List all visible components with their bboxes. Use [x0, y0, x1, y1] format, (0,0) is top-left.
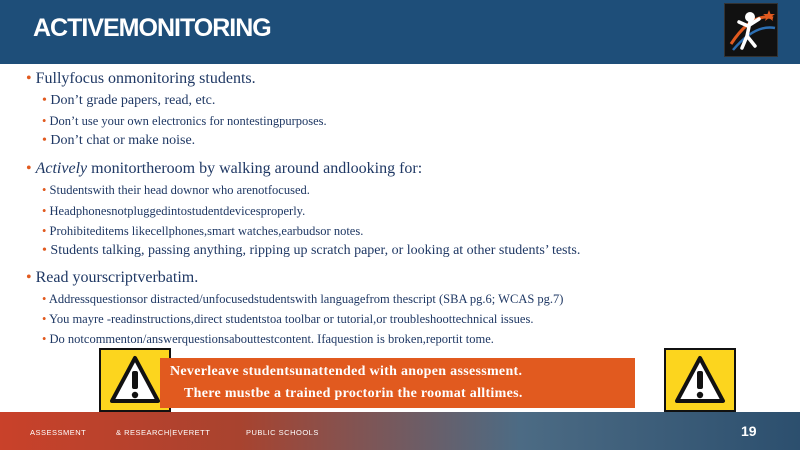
sub-bullet-text: Students talking, passing anything, ripping up scratch paper, or looking at other students’ tests.	[50, 243, 581, 258]
bullet-main-2	[26, 160, 422, 178]
bullet-icon: •	[42, 224, 47, 238]
sub-bullet-3-1	[42, 292, 563, 307]
bullet-main-text: monitortheroom by walking around andlooking for:	[91, 160, 423, 177]
bullet-icon: •	[42, 312, 47, 326]
bullet-main-text: Read yourscriptverbatim.	[35, 269, 199, 286]
bullet-main-3	[26, 269, 198, 287]
sub-bullet-1-3	[42, 133, 195, 149]
sub-bullet-3-3	[42, 332, 494, 347]
sub-bullet-text: Don’t chat or make noise.	[50, 133, 196, 148]
sub-bullet-2-1	[42, 183, 310, 198]
bullet-main-1	[26, 70, 256, 88]
sub-bullet-2-2	[42, 204, 305, 219]
sub-bullet-1-1	[42, 93, 215, 109]
bullet-main-emphasis: Actively	[35, 160, 88, 177]
bullet-icon: •	[26, 269, 32, 286]
warning-banner	[160, 358, 635, 408]
footer-org-2: & RESEARCH|EVERETT	[116, 428, 211, 437]
bullet-icon: •	[42, 183, 47, 197]
page-number: 19	[741, 423, 757, 439]
bullet-icon: •	[26, 160, 32, 177]
bullet-icon: •	[42, 204, 47, 218]
warning-line-1: Neverleave studentsunattended with anopen assessment.	[170, 364, 523, 379]
sub-bullet-text: Studentswith their head downor who arenotfocused.	[49, 183, 310, 197]
bullet-icon: •	[42, 114, 47, 128]
slide-footer	[0, 412, 800, 450]
bullet-icon: •	[42, 332, 47, 346]
slide-title: ACTIVEMONITORING	[33, 14, 271, 42]
sub-bullet-text: Addressquestionsor distracted/unfocusedstudentswith languagefrom thescript (SBA pg.6; WCAS pg.7)	[48, 292, 564, 306]
footer-org-3: PUBLIC SCHOOLS	[246, 428, 319, 437]
bullet-main-text: Fullyfocus onmonitoring students.	[35, 70, 256, 87]
bullet-icon: •	[26, 70, 32, 87]
warning-triangle-icon	[674, 354, 726, 406]
sub-bullet-text: Don’t use your own electronics for nontestingpurposes.	[49, 114, 327, 128]
sub-bullet-text: Do notcommenton/answerquestionsabouttestcontent. Ifaquestion is broken,reportit tome.	[49, 332, 494, 346]
bullet-icon: •	[42, 292, 47, 306]
slide-header	[0, 0, 800, 64]
sub-bullet-text: Don’t grade papers, read, etc.	[50, 93, 216, 108]
footer-org-1: ASSESSMENT	[30, 428, 87, 437]
warning-box-right	[664, 348, 736, 412]
bullet-icon: •	[42, 243, 47, 258]
bullet-icon: •	[42, 133, 47, 148]
sub-bullet-text: You mayre -readinstructions,direct studentstoa toolbar or tutorial,or troubleshoottechnical issues.	[49, 312, 534, 326]
sub-bullet-1-2	[42, 114, 327, 129]
warning-line-2: There mustbe a trained proctorin the roomat alltimes.	[184, 386, 523, 401]
district-logo	[724, 3, 778, 57]
sub-bullet-3-2	[42, 312, 533, 327]
sub-bullet-2-3	[42, 224, 363, 239]
sub-bullet-2-4	[42, 243, 580, 259]
warning-triangle-icon	[109, 354, 161, 406]
bullet-icon: •	[42, 93, 47, 108]
sub-bullet-text: Headphonesnotpluggedintostudentdevicesproperly.	[49, 204, 306, 218]
sub-bullet-text: Prohibiteditems likecellphones,smart watches,earbudsor notes.	[49, 224, 364, 238]
